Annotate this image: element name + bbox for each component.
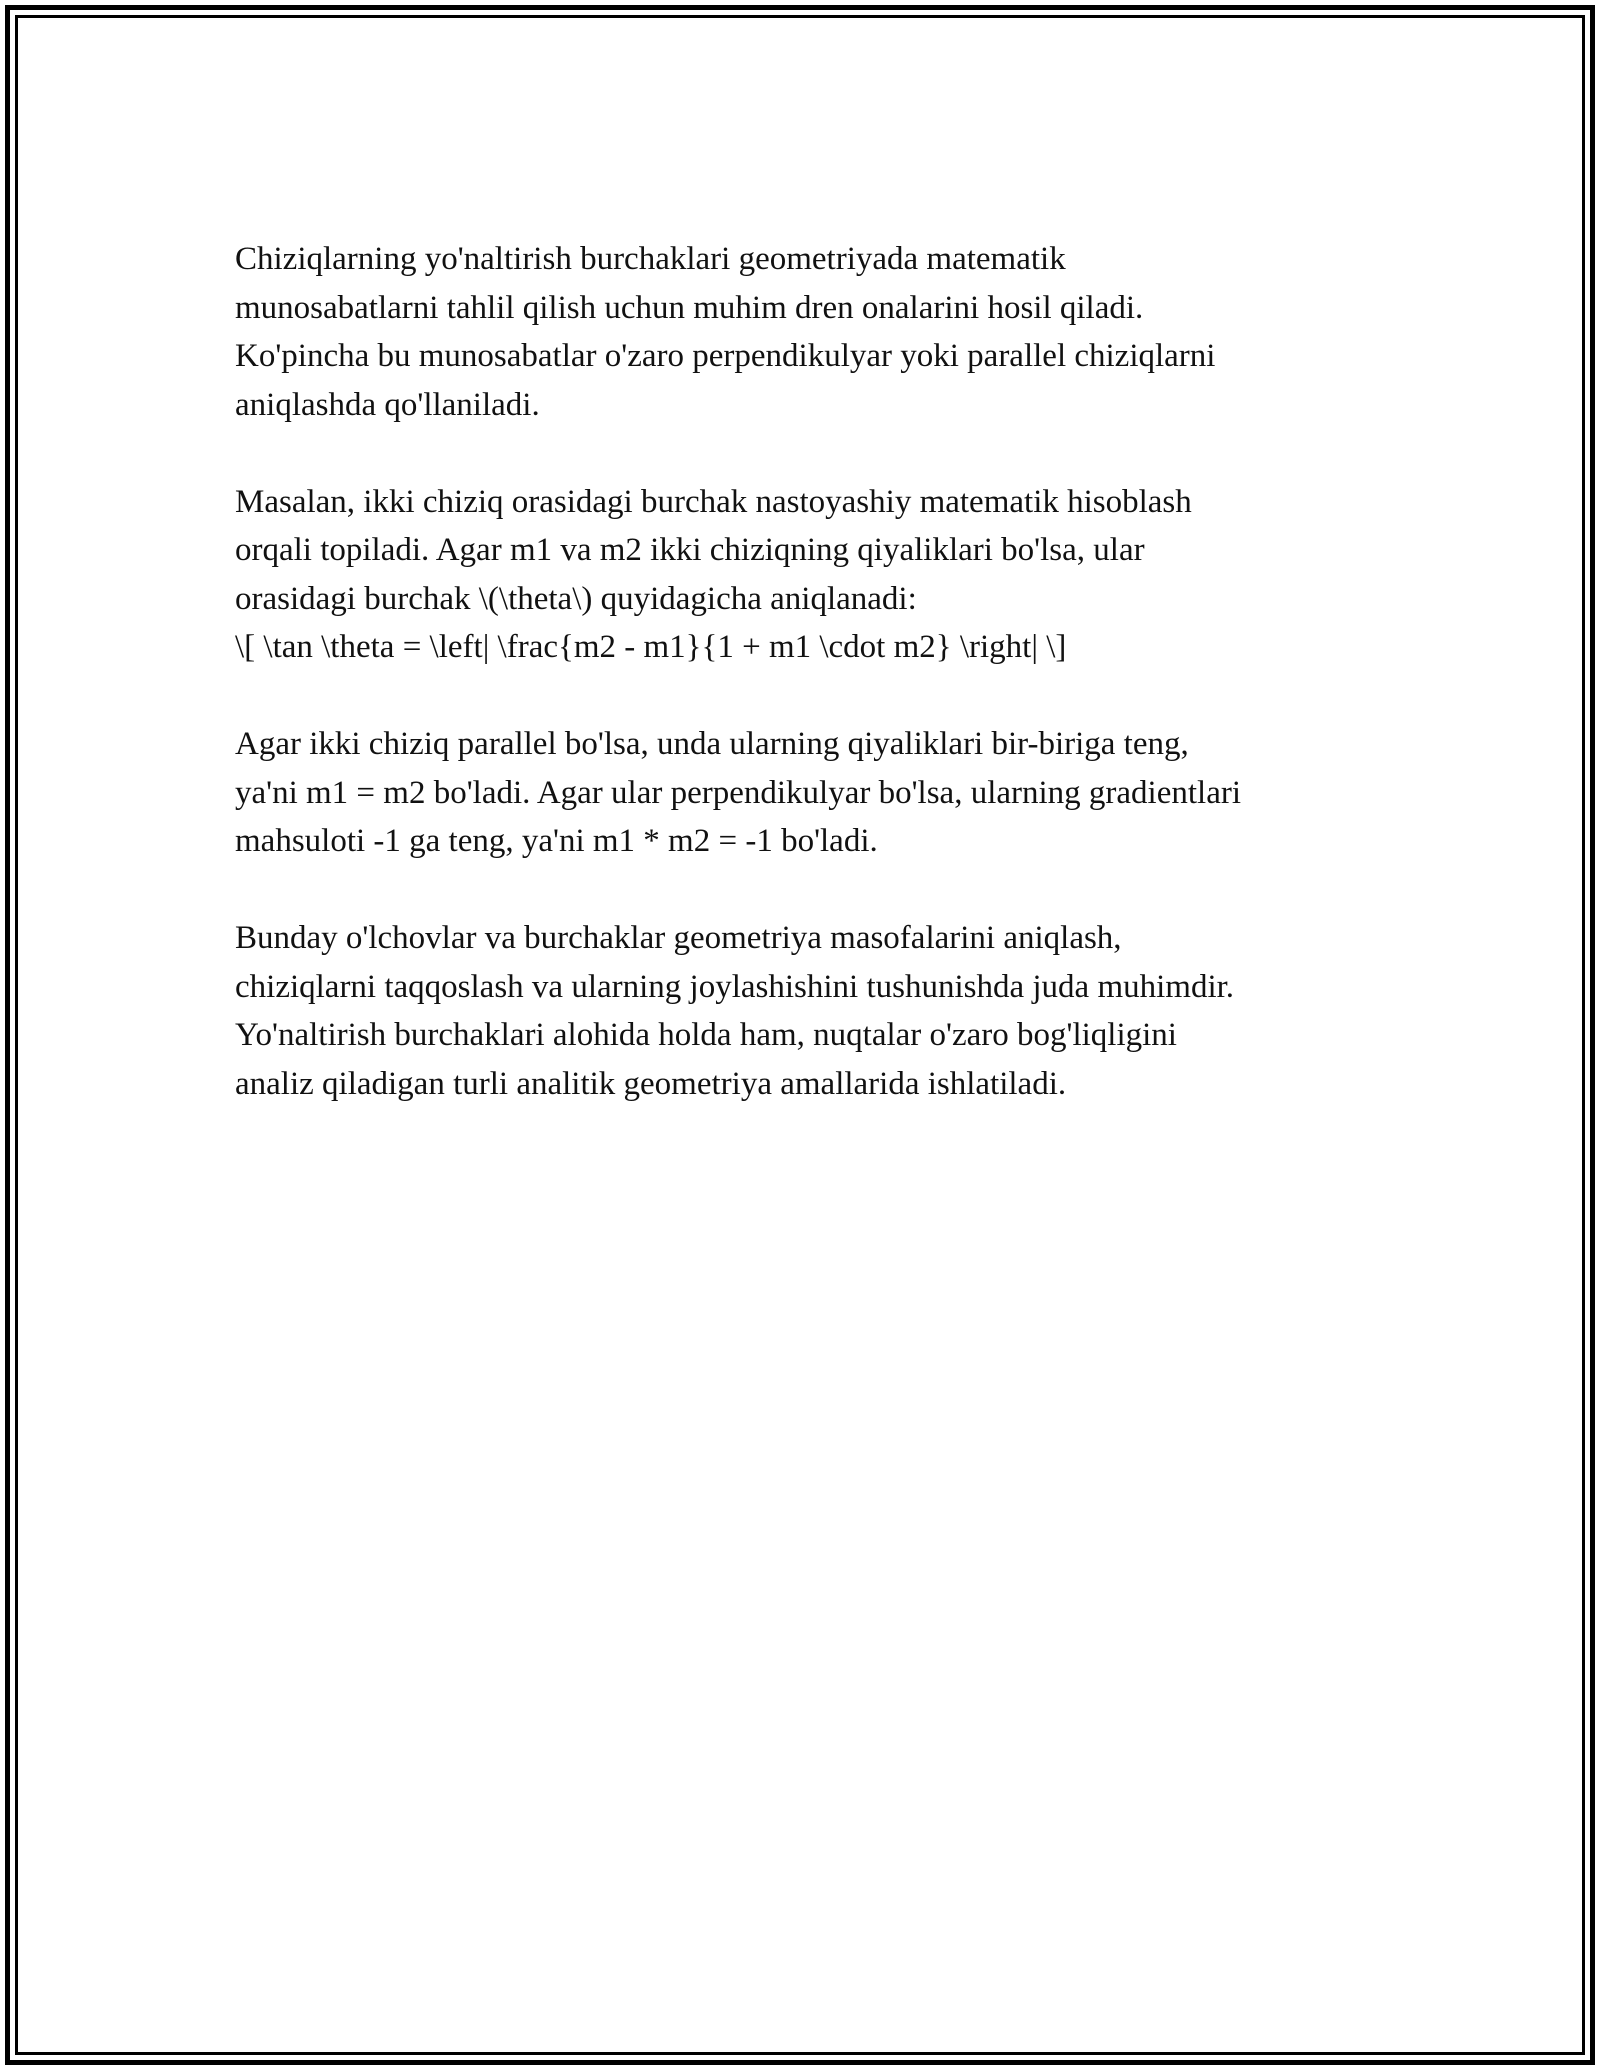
paragraph-conclusion [235,914,1365,1108]
paragraph-intro [235,235,1365,429]
paragraph-example [235,478,1365,672]
text-line: Bunday o'lchovlar va burchaklar geometriya masofalarini aniqlash, [235,920,1122,956]
text-line: Ko'pincha bu munosabatlar o'zaro perpendikulyar yoki parallel chiziqlarni [235,338,1216,374]
paragraph-parallel-perpendicular [235,720,1365,866]
formula-line: \[ \tan \theta = \left| \frac{m2 - m1}{1 + m1 \cdot m2} \right| \] [235,629,1067,665]
document-body [235,235,1365,1157]
text-line: orasidagi burchak \(\theta\) quyidagicha aniqlanadi: [235,580,917,617]
text-line: analiz qiladigan turli analitik geometriya amallarida ishlatiladi. [235,1065,1067,1102]
text-line: Yo'naltirish burchaklari alohida holda ham, nuqtalar o'zaro bog'liqligini [235,1017,1177,1053]
text-line: chiziqlarni taqqoslash va ularning joylashishini tushunishda juda muhimdir. [235,968,1235,1005]
text-line: munosabatlarni tahlil qilish uchun muhim dren onalarini hosil qiladi. [235,289,1144,326]
text-line: Agar ikki chiziq parallel bo'lsa, unda ularning qiyaliklari bir-biriga teng, [235,726,1189,762]
text-line: ya'ni m1 = m2 bo'ladi. Agar ular perpendikulyar bo'lsa, ularning gradientlari [235,774,1242,811]
text-line: orqali topiladi. Agar m1 va m2 ikki chiziqning qiyaliklari bo'lsa, ular [235,532,1145,568]
text-line: Chiziqlarning yo'naltirish burchaklari geometriyada matematik [235,241,1066,277]
text-line: aniqlashda qo'llaniladi. [235,386,540,423]
text-line: mahsuloti -1 ga teng, ya'ni m1 * m2 = -1 bo'ladi. [235,823,878,859]
text-line: Masalan, ikki chiziq orasidagi burchak nastoyashiy matematik hisoblash [235,483,1192,520]
